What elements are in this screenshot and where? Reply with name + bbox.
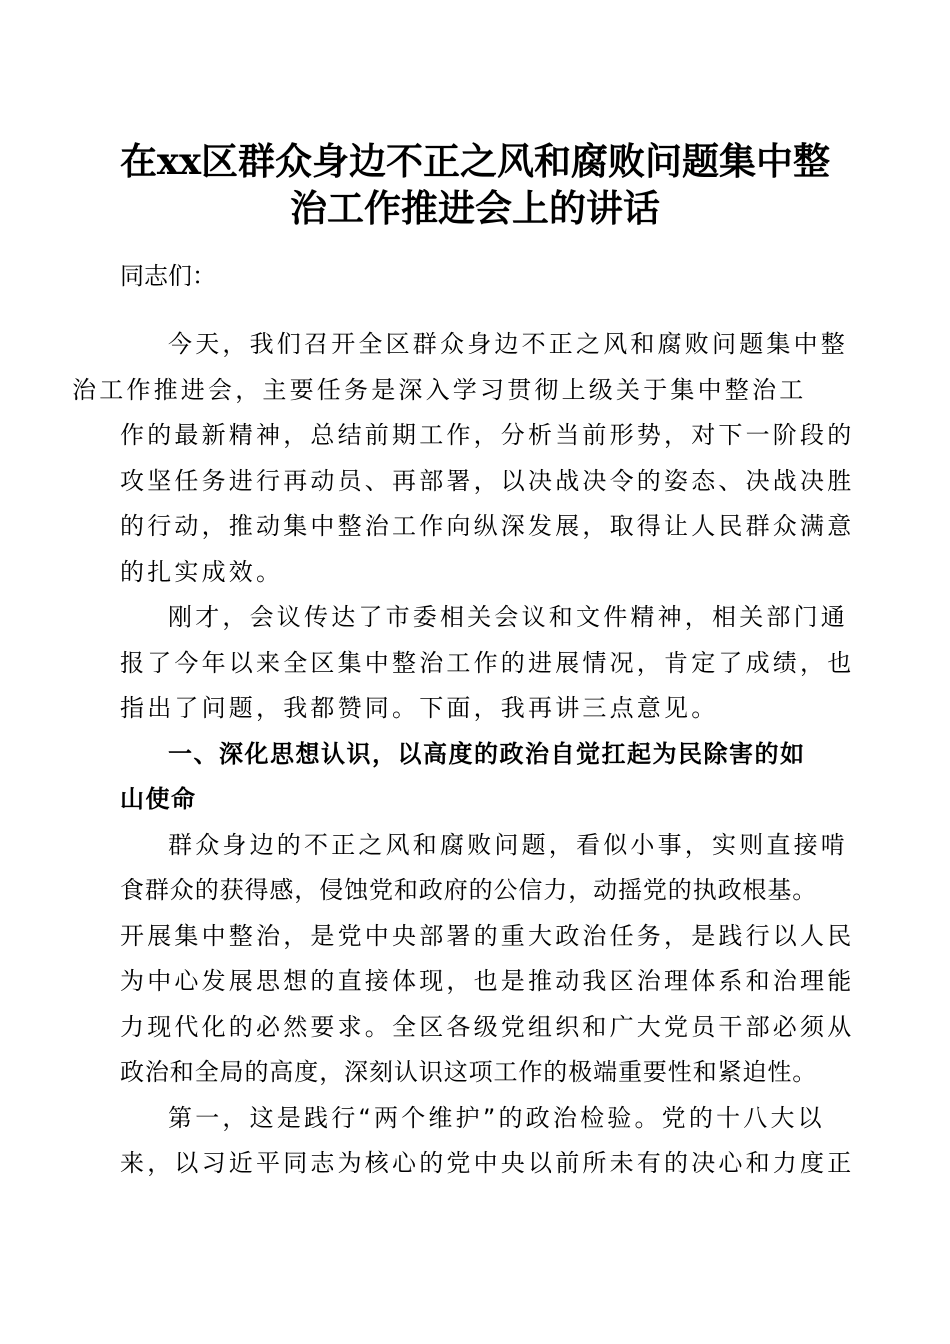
text-line: 为中心发展思想的直接体现，也是推动我区治理体系和治理能 xyxy=(120,967,855,995)
paragraph-review xyxy=(120,595,855,732)
document-body xyxy=(72,322,855,1187)
text-line: 报了今年以来全区集中整治工作的进展情况，肯定了成绩，也 xyxy=(120,648,855,677)
text-line: 的扎实成效。 xyxy=(120,557,284,586)
paragraph-first-point xyxy=(120,1096,855,1187)
text-line: 食群众的获得感，侵蚀党和政府的公信力，动摇党的执政根基。 xyxy=(120,876,818,904)
text-line: 群众身边的不正之风和腐败问题，看似小事，实则直接啃 xyxy=(168,830,848,859)
salutation: 同志们： xyxy=(120,262,216,290)
text-line: 开展集中整治，是党中央部署的重大政治任务，是践行以人民 xyxy=(120,921,855,950)
text-line: 指出了问题，我都赞同。下面，我再讲三点意见。 xyxy=(120,694,719,722)
heading-line: 山使命 xyxy=(120,785,197,813)
text-line: 力现代化的必然要求。全区各级党组织和广大党员干部必须从 xyxy=(120,1012,855,1041)
paragraph-intro xyxy=(72,322,855,595)
heading-line: 一、深化思想认识，以高度的政治自觉扛起为民除害的如 xyxy=(168,739,806,768)
text-line: 攻坚任务进行再动员、再部署，以决战决令的姿态、决战决胜 xyxy=(120,466,855,495)
text-line: 作的最新精神，总结前期工作，分析当前形势，对下一阶段的 xyxy=(120,421,855,449)
document-title-line-2: 治工作推进会上的讲话 xyxy=(290,186,660,230)
text-line: 治工作推进会，主要任务是深入学习贯彻上级关于集中整治工 xyxy=(72,375,807,404)
text-line: 第一，这是践行“两个维护”的政治检验。党的十八大以 xyxy=(168,1103,825,1132)
text-line: 政治和全局的高度，深刻认识这项工作的极端重要性和紧迫性。 xyxy=(120,1058,818,1086)
text-line: 今天，我们召开全区群众身边不正之风和腐败问题集中整 xyxy=(168,330,848,358)
text-line: 来，以习近平同志为核心的党中央以前所未有的决心和力度正 xyxy=(120,1149,855,1177)
document-title-line-1: 在xx区群众身边不正之风和腐败问题集中整 xyxy=(119,139,831,183)
paragraph-significance xyxy=(120,823,855,1096)
text-line: 的行动，推动集中整治工作向纵深发展，取得让人民群众满意 xyxy=(120,512,855,540)
section-heading-1 xyxy=(120,732,840,823)
text-line: 刚才，会议传达了市委相关会议和文件精神，相关部门通 xyxy=(168,603,848,631)
